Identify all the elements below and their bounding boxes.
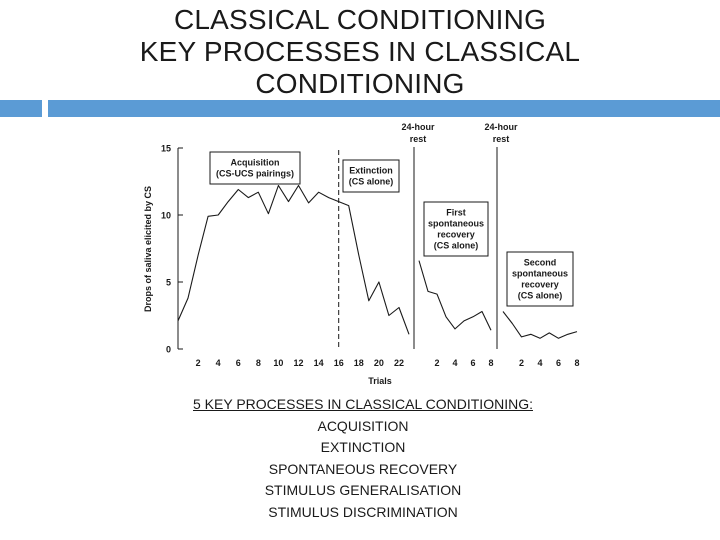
- title-line-3: CONDITIONING: [255, 68, 465, 99]
- annotation-text: (CS alone): [517, 290, 563, 301]
- annotation-text: (CS-UCS pairings): [215, 168, 295, 179]
- annotation-text: (CS alone): [348, 176, 394, 187]
- x-tick-label: 2: [434, 358, 440, 368]
- annotation-text: spontaneous: [511, 268, 569, 279]
- rest-label-line: rest: [492, 134, 510, 144]
- x-tick-label: 16: [333, 358, 344, 368]
- x-tick-label: 4: [215, 358, 221, 368]
- annotation-text: recovery: [437, 229, 475, 240]
- list-item: STIMULUS DISCRIMINATION: [268, 503, 458, 520]
- x-tick-label: 10: [273, 358, 284, 368]
- y-axis-label: Drops of saliva elicited by CS: [143, 185, 153, 313]
- annotation-text: Second: [523, 257, 557, 268]
- x-tick-label: 4: [537, 358, 543, 368]
- x-tick-label: 22: [393, 358, 404, 368]
- title-line-2: KEY PROCESSES IN CLASSICAL: [139, 36, 581, 67]
- list-item: STIMULUS GENERALISATION: [264, 482, 462, 499]
- series-line-main: [178, 186, 339, 321]
- rest-label-line: rest: [409, 134, 427, 144]
- y-tick-label: 15: [160, 143, 171, 154]
- annotation-text: (CS alone): [433, 240, 479, 251]
- rest-label-line: 24-hour: [401, 122, 435, 132]
- x-tick-label: 12: [293, 358, 304, 368]
- y-tick-label: 5: [165, 277, 171, 288]
- x-tick-label: 4: [452, 358, 458, 368]
- x-tick-label: 2: [195, 358, 201, 368]
- x-axis-label: Trials: [368, 376, 392, 386]
- x-tick-label: 6: [235, 358, 241, 368]
- annotation-text: First: [446, 207, 466, 218]
- y-tick-label: 10: [160, 210, 171, 221]
- title-line-1: CLASSICAL CONDITIONING: [173, 4, 547, 35]
- x-tick-label: 8: [255, 358, 261, 368]
- x-tick-label: 8: [574, 358, 580, 368]
- annotation-text: Acquisition: [230, 157, 280, 168]
- series-line-second-recovery: [503, 312, 577, 339]
- x-tick-label: 2: [518, 358, 525, 368]
- x-tick-label: 18: [353, 358, 364, 368]
- list-heading: 5 KEY PROCESSES IN CLASSICAL CONDITIONING:: [193, 396, 533, 412]
- x-tick-label: 14: [313, 358, 324, 368]
- list-item: EXTINCTION: [320, 439, 406, 456]
- series-line-main: [339, 202, 409, 335]
- list-item: ACQUISITION: [317, 417, 409, 434]
- annotation-text: recovery: [521, 279, 559, 290]
- series-line-first-recovery: [419, 261, 491, 331]
- y-tick-label: 0: [165, 344, 171, 355]
- annotation-text: Extinction: [349, 165, 393, 176]
- x-tick-label: 6: [470, 358, 476, 368]
- rest-label-line: 24-hour: [484, 122, 518, 132]
- annotation-text: spontaneous: [427, 218, 485, 229]
- key-processes-list: [150, 394, 576, 524]
- list-item: SPONTANEOUS RECOVERY: [268, 460, 458, 477]
- x-tick-label: 6: [555, 358, 562, 368]
- x-tick-label: 8: [488, 358, 494, 368]
- x-tick-label: 20: [373, 358, 384, 368]
